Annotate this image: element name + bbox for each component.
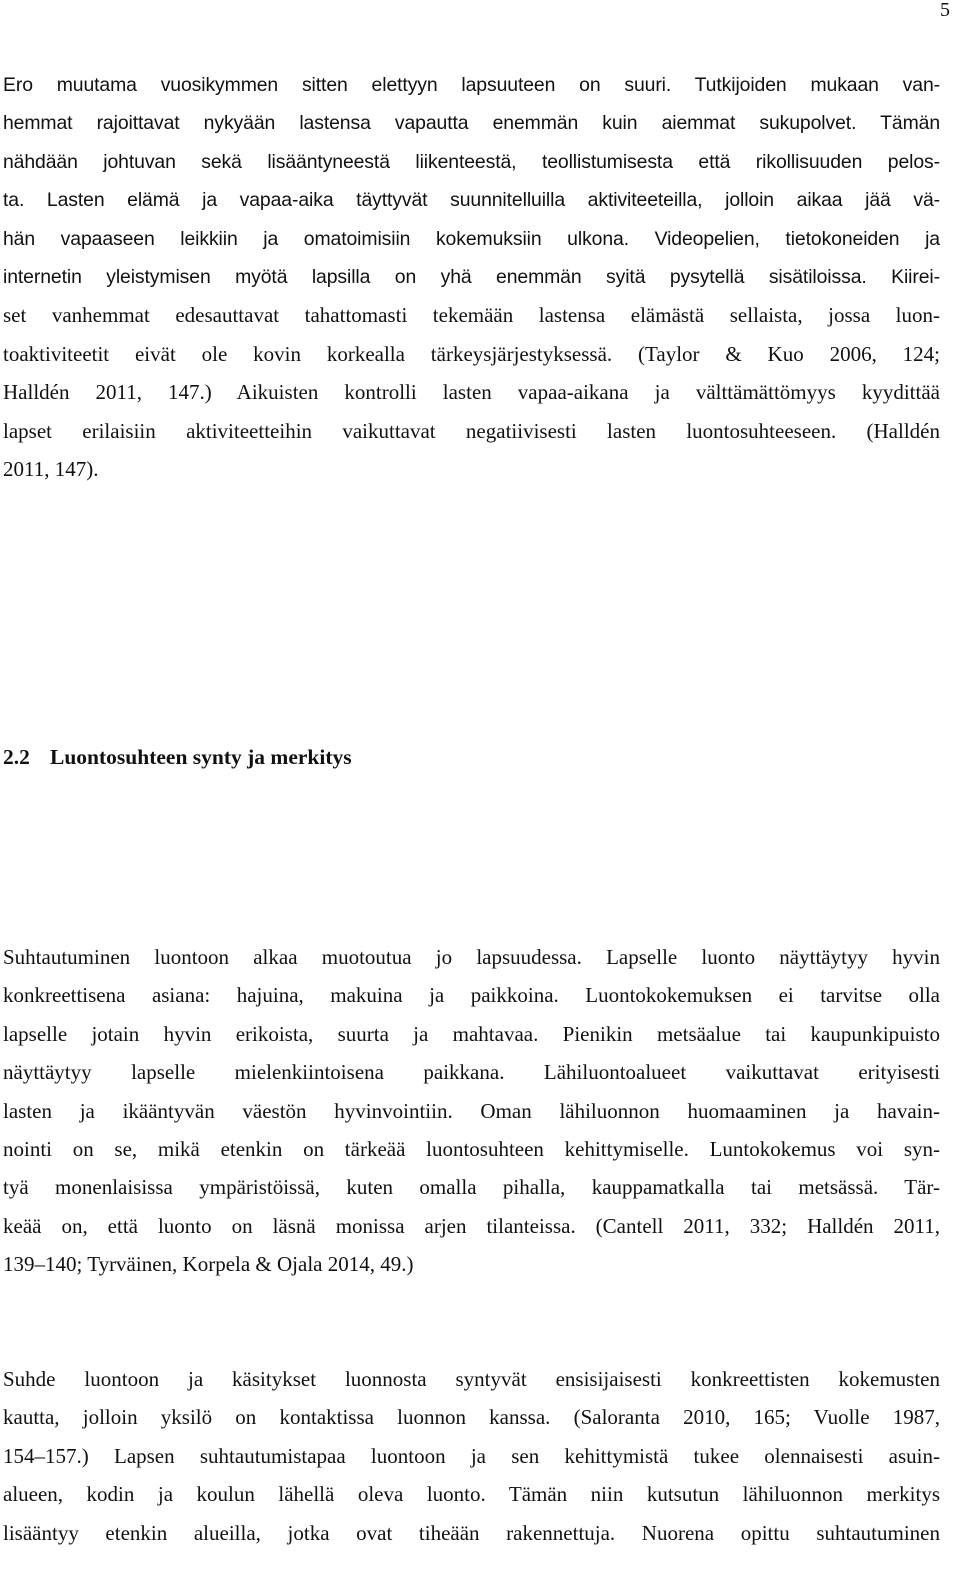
text-line: internetin yleistymisen myötä lapsilla on yhä enemmän syitä pysytellä sisätiloissa. Kiirei- (3, 265, 940, 288)
text-line: Suhtautuminen luontoon alkaa muotoutua jo lapsuudessa. Lapselle luonto näyttäytyy hyvin (3, 945, 940, 969)
text-line: lapselle jotain hyvin erikoista, suurta ja mahtavaa. Pienikin metsäalue tai kaupunkipuisto (3, 1021, 940, 1046)
paragraph-childhood-nature (3, 938, 940, 1284)
text-line: keää on, että luonto on läsnä monissa arjen tilanteissa. (Cantell 2011, 332; Halldén 2011, (3, 1213, 940, 1238)
text-line: alueen, kodin ja koulun lähellä oleva luonto. Tämän niin kutsutun lähiluonnon merkitys (3, 1482, 940, 1507)
page-number: 5 (940, 0, 950, 21)
text-line: toaktiviteetit eivät ole kovin korkealla tärkeysjärjestyksessä. (Taylor & Kuo 2006, 124; (3, 341, 940, 366)
text-line: nähdään johtuvan sekä lisääntyneestä liikenteestä, teollistumisesta että rikollisuuden pelos- (3, 150, 940, 173)
text-line: hän vapaaseen leikkiin ja omatoimisiin kokemuksiin ulkona. Videopelien, tietokoneiden ja (3, 227, 940, 250)
text-line: 139–140; Tyrväinen, Korpela & Ojala 2014, 49.) (3, 1252, 414, 1277)
text-line: nointi on se, mikä etenkin on tärkeää luontosuhteen kehittymiselle. Luntokokemus voi syn- (3, 1136, 940, 1161)
text-line: 2011, 147). (3, 456, 99, 481)
text-line: konkreettisena asiana: hajuina, makuina ja paikkoina. Luontokokemuksen ei tarvitse olla (3, 983, 940, 1008)
text-line: kautta, jolloin yksilö on kontaktissa luonnon kanssa. (Saloranta 2010, 165; Vuolle 1987, (3, 1405, 940, 1430)
paragraph-intro (3, 66, 940, 488)
text-line: lasten ja ikääntyvän väestön hyvinvointiin. Oman lähiluonnon huomaaminen ja havain- (3, 1098, 940, 1123)
text-line: lapset erilaisiin aktiviteetteihin vaikuttavat negatiivisesti lasten luontosuhteeseen. (Halldén (3, 418, 940, 443)
text-line: hemmat rajoittavat nykyään lastensa vapautta enemmän kuin aiemmat sukupolvet. Tämän (3, 112, 940, 135)
section-heading (3, 742, 352, 772)
text-line: näyttäytyy lapselle mielenkiintoisena paikkana. Lähiluontoalueet vaikuttavat erityisesti (3, 1060, 940, 1085)
text-line: Suhde luontoon ja käsitykset luonnosta syntyvät ensisijaisesti konkreettisten kokemusten (3, 1367, 940, 1391)
text-line: Ero muutama vuosikymmen sitten elettyyn lapsuuteen on suuri. Tutkijoiden mukaan van- (3, 74, 940, 96)
text-line: 154–157.) Lapsen suhtautumistapaa luontoon ja sen kehittymistä tukee olennaisesti asuin- (3, 1443, 940, 1468)
text-line: Halldén 2011, 147.) Aikuisten kontrolli lasten vapaa-aikana ja välttämättömyys kyydittää (3, 380, 940, 405)
section-number: 2.2 (3, 745, 30, 769)
text-line: ta. Lasten elämä ja vapaa-aika täyttyvät suunnitelluilla aktiviteeteilla, jolloin aikaa jää vä- (3, 189, 940, 212)
paragraph-nature-relationship (3, 1360, 940, 1552)
text-line: tyä monenlaisissa ympäristöissä, kuten omalla pihalla, kauppamatkalla tai metsässä. Tär- (3, 1175, 940, 1200)
text-line: set vanhemmat edesauttavat tahattomasti tekemään lastensa elämästä sellaista, jossa luon- (3, 303, 940, 328)
section-title: Luontosuhteen synty ja merkitys (50, 745, 352, 769)
text-line: lisääntyy etenkin alueilla, jotka ovat tiheään rakennettuja. Nuorena opittu suhtautuminen (3, 1520, 940, 1545)
